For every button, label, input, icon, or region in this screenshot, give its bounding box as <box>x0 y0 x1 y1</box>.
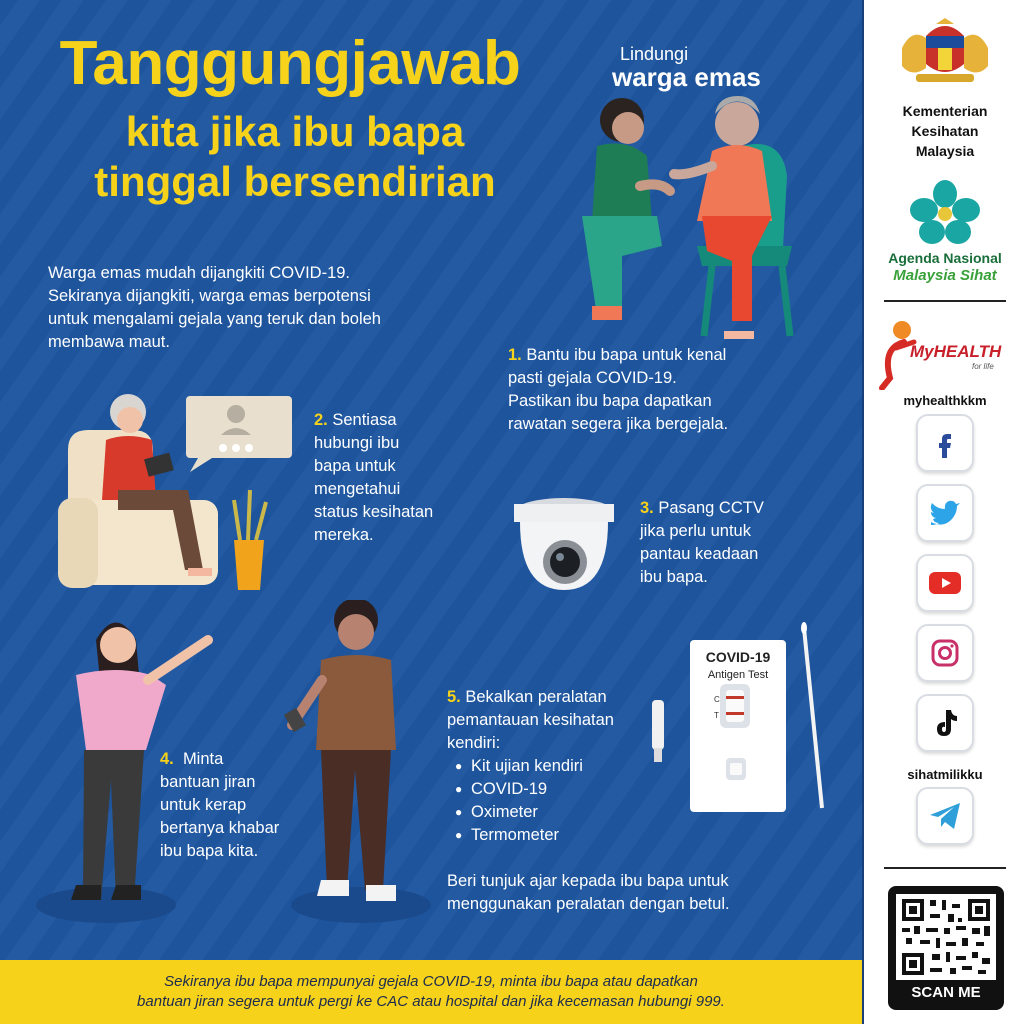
closing-text: Beri tunjuk ajar kepada ibu bapa untuk menggunakan peralatan dengan betul. <box>447 872 730 913</box>
cctv-camera-illustration <box>510 490 620 600</box>
title-line-2: kita jika ibu bapa <box>125 108 465 155</box>
footer-line-1: Sekiranya ibu bapa mempunyai gejala COVID-19, minta ibu bapa atau dapatkan <box>164 973 698 990</box>
qr-code-icon <box>896 894 996 980</box>
youtube-icon <box>928 570 962 596</box>
list-item: ● Oximeter <box>455 801 667 824</box>
ministry-name: Kementerian Kesihatan Malaysia <box>902 103 988 159</box>
facebook-button[interactable] <box>916 414 974 472</box>
kit-t: T <box>714 711 719 720</box>
caregiver-elderly-illustration <box>552 96 832 346</box>
youtube-button[interactable] <box>916 554 974 612</box>
tip-1: 1. Bantu ibu bapa untuk kenal pasti gejala COVID-19. Pastikan ibu bapa dapatkan rawatan segera jika bergejala. <box>508 346 729 433</box>
myhealth-logo: MyHEALTH <box>910 342 1002 361</box>
twitter-button[interactable] <box>916 484 974 542</box>
list-item: ● COVID-19 <box>455 778 667 801</box>
kit-label-2: Antigen Test <box>707 669 769 681</box>
kit-label-1: COVID-19 <box>705 649 771 665</box>
tip-3: 3. Pasang CCTV jika perlu untuk pantau keadaan ibu bapa. <box>640 499 764 586</box>
instagram-icon <box>930 638 960 668</box>
facebook-icon <box>930 428 960 458</box>
myhealth-tagline: for life <box>972 362 994 371</box>
equipment-list <box>455 755 667 847</box>
tiktok-button[interactable] <box>916 694 974 752</box>
footer-banner <box>0 960 862 1024</box>
scan-me-label: SCAN ME <box>911 984 981 1001</box>
twitter-icon <box>928 498 962 528</box>
tip-5: 5. Bekalkan peralatan pemantauan kesihatan kendiri: ● Kit ujian kendiri ● COVID-19 ● Oximeter ● Termometer <box>447 686 667 847</box>
tagline-small: Lindungi <box>620 44 689 64</box>
list-item: ● Termometer <box>455 824 667 847</box>
agenda-name: Agenda Nasional Malaysia Sihat <box>888 250 1002 284</box>
telegram-button[interactable] <box>916 787 974 845</box>
intro-text: Warga emas mudah dijangkiti COVID-19. Sekiranya dijangkiti, warga emas berpotensi untuk mengalami gejala yang teruk dan boleh membawa maut. <box>48 264 381 351</box>
divider <box>884 867 1006 869</box>
handle-sihatmilikku: sihatmilikku <box>907 767 983 782</box>
antigen-test-kit-illustration <box>640 618 840 818</box>
sidebar <box>862 0 1024 1024</box>
handle-myhealthkkm: myhealthkkm <box>903 393 987 408</box>
list-item: ● Kit ujian kendiri <box>455 755 667 778</box>
divider <box>884 300 1006 302</box>
title-line-3: tinggal bersendirian <box>94 158 496 205</box>
title-line-1: Tanggungjawab <box>59 29 521 98</box>
elderly-video-call-illustration <box>58 390 298 600</box>
ministry-crest-icon <box>896 18 994 88</box>
tiktok-icon <box>930 707 960 739</box>
qr-code-card[interactable] <box>888 886 1004 1010</box>
hibiscus-logo-icon <box>910 180 980 246</box>
tagline-big: warga emas <box>612 62 761 92</box>
footer-line-2: bantuan jiran segera untuk pergi ke CAC atau hospital dan jika kecemasan hubungi 999. <box>137 993 725 1010</box>
tip-4: 4. Minta bantuan jiran untuk kerap bertanya khabar ibu bapa kita. <box>160 750 280 860</box>
kit-c: C <box>714 695 720 704</box>
instagram-button[interactable] <box>916 624 974 682</box>
telegram-icon <box>928 801 962 831</box>
tip-2: 2. Sentiasa hubungi ibu bapa untuk mengetahui status kesihatan mereka. <box>314 411 434 544</box>
